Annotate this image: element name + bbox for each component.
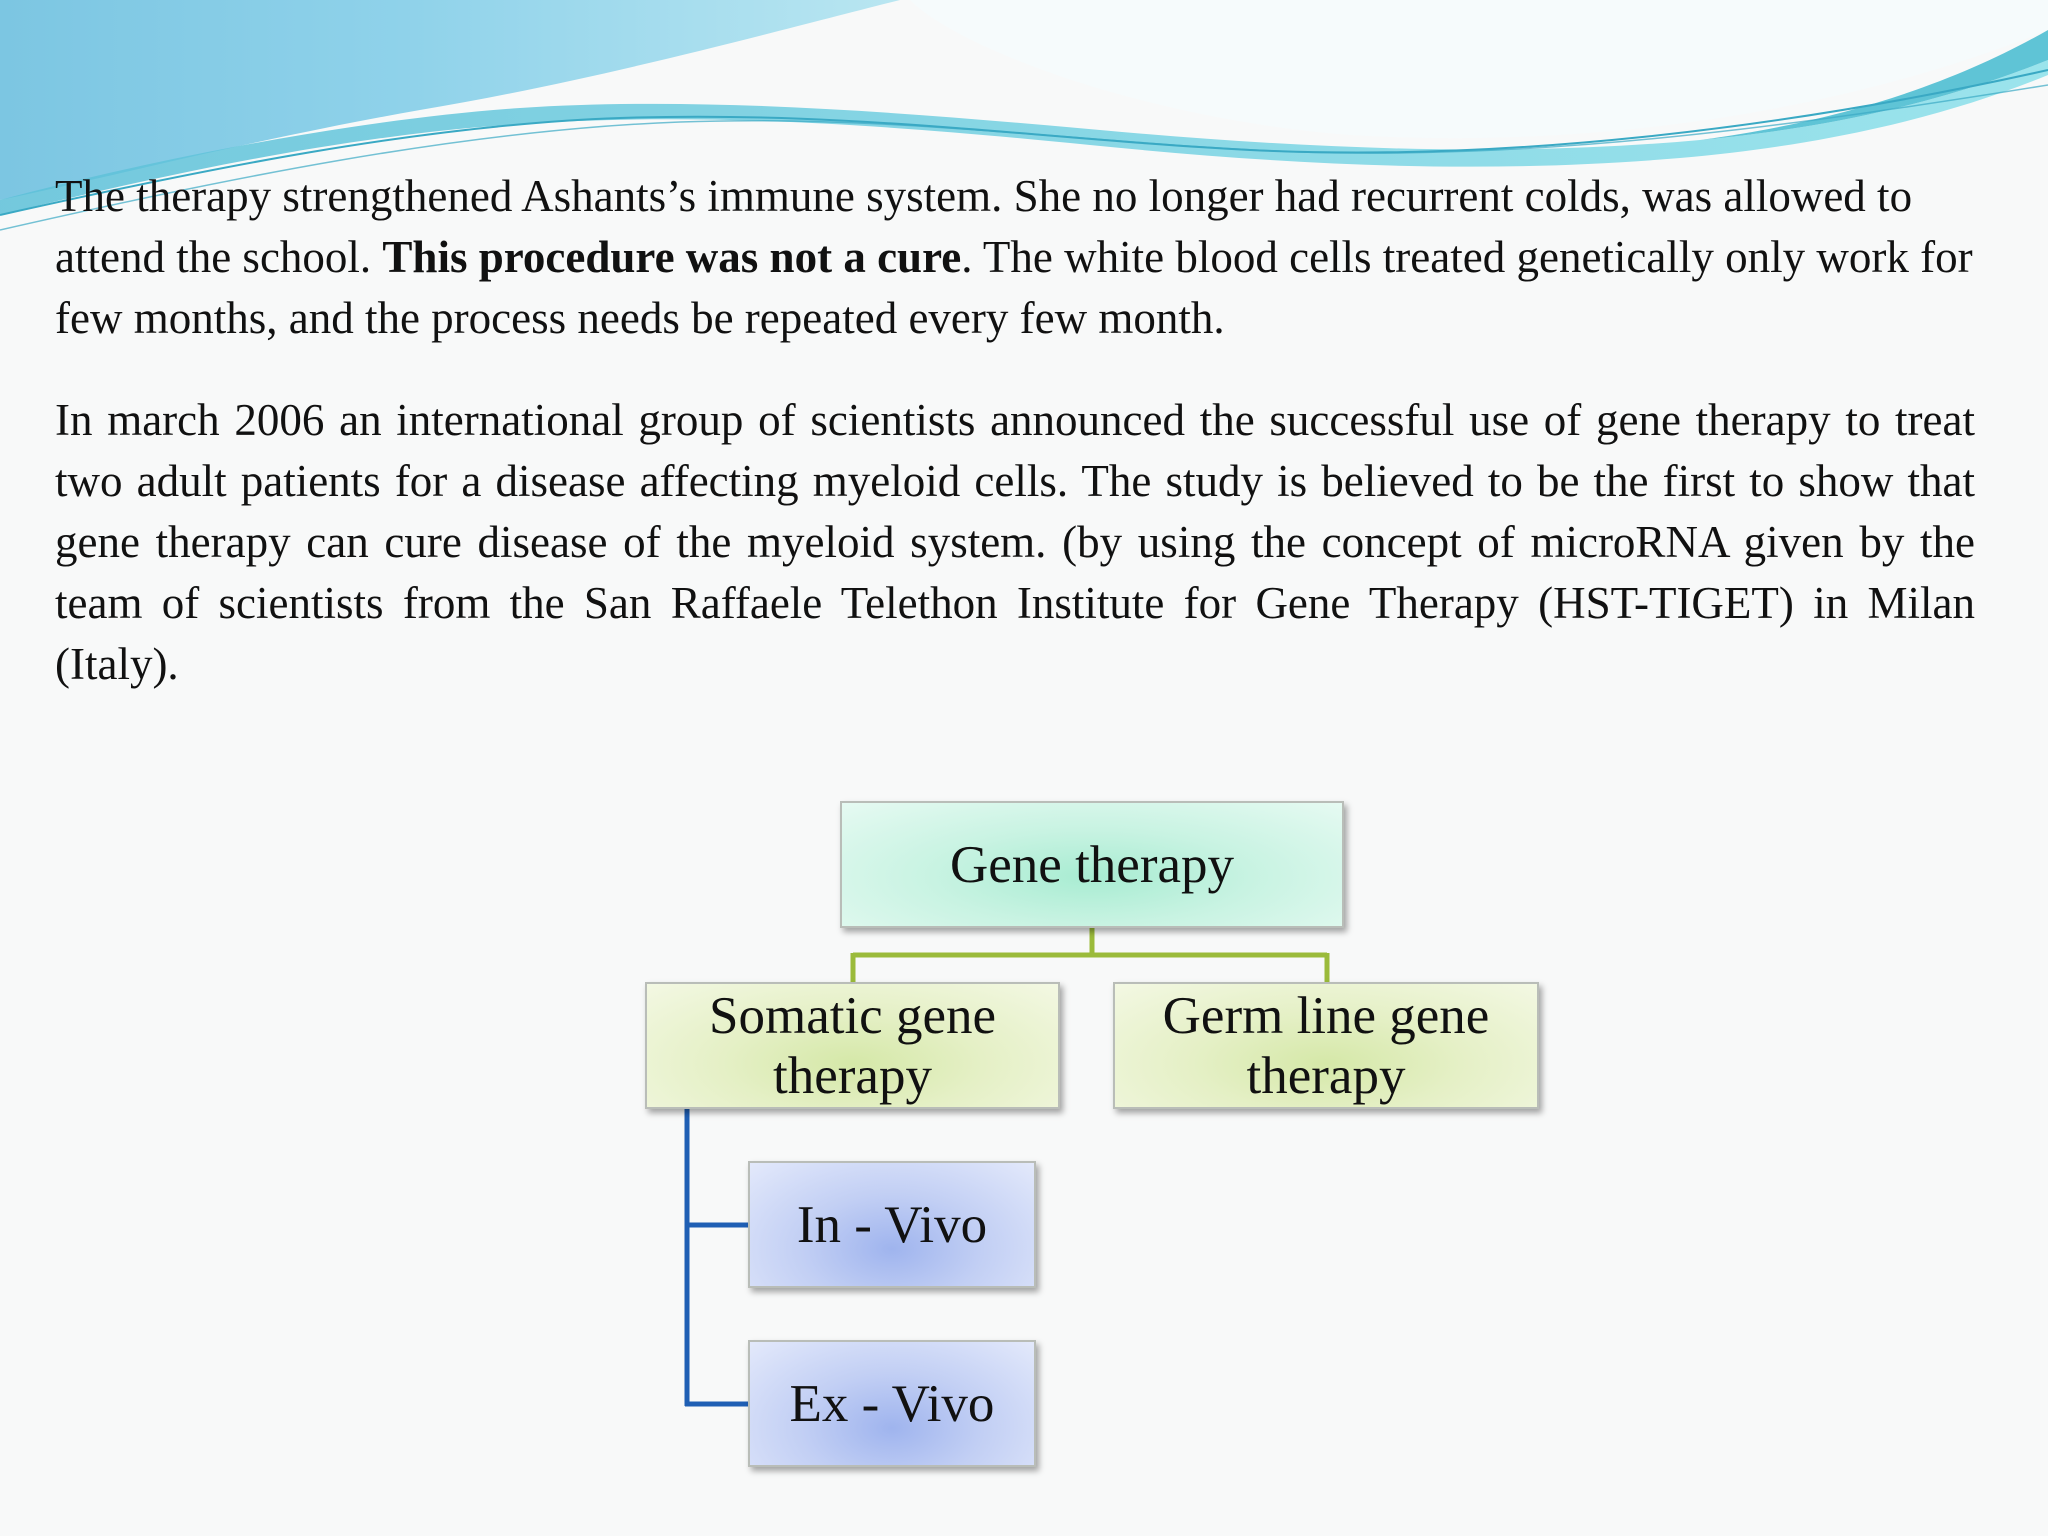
node-gene-therapy-label: Gene therapy bbox=[950, 835, 1234, 894]
paragraph1-bold-statement: This procedure was not a cure bbox=[382, 232, 962, 282]
green-connectors bbox=[853, 928, 1327, 982]
paragraph1-text-end: . The white blood cells treated genetically only work for few months, and the process needs be repeated every few month. bbox=[55, 232, 1973, 343]
node-germ-line-gene-therapy bbox=[1113, 982, 1539, 1109]
paragraph-ashanti-therapy bbox=[55, 166, 2005, 349]
node-in-vivo-label: In - Vivo bbox=[796, 1195, 988, 1254]
node-somatic-gene-therapy bbox=[645, 982, 1060, 1109]
node-somatic-label: Somatic gene therapy bbox=[709, 986, 996, 1105]
paragraph-myeloid-study: In march 2006 an international group of scientists announced the successful use of gene therapy to treat two adult patients for a disease affecting myeloid cells. The study is believed to be the first to show that gene therapy can cure disease of the myeloid system. (by using the concept of microRNA given by the team of scientists from the San Raffaele Telethon Institute for Gene Therapy (HST-TIGET) in Milan (Italy). bbox=[55, 395, 1975, 689]
node-ex-vivo-label: Ex - Vivo bbox=[789, 1374, 995, 1433]
node-germ-label: Germ line gene therapy bbox=[1162, 986, 1490, 1105]
node-gene-therapy bbox=[840, 801, 1344, 928]
blue-connectors bbox=[685, 1109, 748, 1406]
paragraph1-text-start: The therapy strengthened Ashants’s immune system. She no longer had recurrent colds, was allowed to attend the school. bbox=[55, 171, 1913, 282]
node-in-vivo bbox=[748, 1161, 1036, 1288]
node-ex-vivo bbox=[748, 1340, 1036, 1467]
